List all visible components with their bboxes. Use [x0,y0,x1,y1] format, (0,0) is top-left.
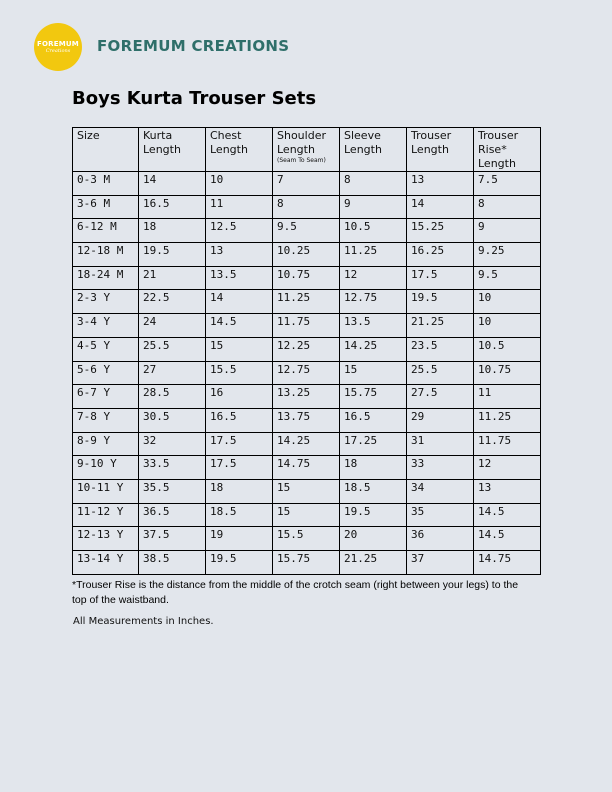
table-cell: 14.5 [474,527,541,551]
header-sleeve-length: Sleeve Length [340,128,407,172]
table-cell: 13 [407,172,474,196]
table-cell: 6-12 M [73,219,139,243]
table-cell: 34 [407,479,474,503]
table-cell: 38.5 [139,551,206,575]
table-cell: 35.5 [139,479,206,503]
table-cell: 15 [206,337,273,361]
table-cell: 9.25 [474,243,541,267]
table-cell: 10 [474,290,541,314]
brand-logo [34,23,82,71]
table-cell: 19.5 [139,243,206,267]
size-chart-table [72,127,541,575]
table-cell: 14.75 [474,551,541,575]
header-kurta-length: Kurta Length [139,128,206,172]
table-cell: 27.5 [407,385,474,409]
table-cell: 13.75 [273,408,340,432]
table-cell: 9.5 [474,266,541,290]
table-cell: 17.25 [340,432,407,456]
logo-text: FOREMUM [37,40,79,48]
table-cell: 14.25 [340,337,407,361]
table-cell: 10.75 [474,361,541,385]
table-cell: 16 [206,385,273,409]
table-cell: 9 [340,195,407,219]
table-cell: 11.25 [474,408,541,432]
table-cell: 17.5 [407,266,474,290]
table-cell: 13.5 [206,266,273,290]
table-cell: 15.25 [407,219,474,243]
table-cell: 3-6 M [73,195,139,219]
table-row [73,503,541,527]
table-cell: 28.5 [139,385,206,409]
table-cell: 14 [139,172,206,196]
table-cell: 18-24 M [73,266,139,290]
table-cell: 37.5 [139,527,206,551]
table-cell: 21.25 [340,551,407,575]
table-row [73,219,541,243]
table-cell: 11 [474,385,541,409]
table-cell: 10.5 [474,337,541,361]
header-shoulder-subnote: (Seam To Seam) [277,157,326,164]
header-shoulder-label: Shoulder Length [277,129,326,156]
table-cell: 33.5 [139,456,206,480]
table-cell: 31 [407,432,474,456]
table-cell: 9.5 [273,219,340,243]
table-cell: 12.25 [273,337,340,361]
table-cell: 21.25 [407,314,474,338]
table-cell: 37 [407,551,474,575]
table-cell: 7 [273,172,340,196]
table-body [73,172,541,575]
table-cell: 14.25 [273,432,340,456]
table-header-row [73,128,541,172]
table-cell: 11-12 Y [73,503,139,527]
table-cell: 14.5 [206,314,273,338]
table-cell: 15.5 [273,527,340,551]
table-cell: 22.5 [139,290,206,314]
table-cell: 19 [206,527,273,551]
table-cell: 14.5 [474,503,541,527]
table-cell: 11.75 [273,314,340,338]
table-row [73,527,541,551]
table-cell: 20 [340,527,407,551]
table-cell: 18.5 [206,503,273,527]
table-cell: 35 [407,503,474,527]
table-cell: 13-14 Y [73,551,139,575]
table-cell: 19.5 [340,503,407,527]
table-cell: 12.75 [273,361,340,385]
table-cell: 23.5 [407,337,474,361]
table-row [73,337,541,361]
table-cell: 33 [407,456,474,480]
table-cell: 32 [139,432,206,456]
table-cell: 8 [273,195,340,219]
table-row [73,243,541,267]
table-cell: 13 [474,479,541,503]
table-cell: 15.75 [273,551,340,575]
table-cell: 11.25 [340,243,407,267]
table-cell: 11 [206,195,273,219]
table-cell: 16.25 [407,243,474,267]
table-cell: 29 [407,408,474,432]
header-chest-length: Chest Length [206,128,273,172]
table-cell: 14 [206,290,273,314]
table-cell: 14 [407,195,474,219]
table-row [73,385,541,409]
table-cell: 12-18 M [73,243,139,267]
brand-name: FOREMUM CREATIONS [97,37,290,55]
table-cell: 18 [340,456,407,480]
table-cell: 7.5 [474,172,541,196]
table-cell: 10 [206,172,273,196]
table-cell: 18 [206,479,273,503]
table-cell: 10-11 Y [73,479,139,503]
table-cell: 8 [474,195,541,219]
header-shoulder-length [273,128,340,172]
table-cell: 15.75 [340,385,407,409]
table-cell: 18 [139,219,206,243]
table-cell: 30.5 [139,408,206,432]
table-cell: 10.25 [273,243,340,267]
table-cell: 12 [474,456,541,480]
header-trouser-rise-length: Trouser Rise* Length [474,128,541,172]
table-row [73,456,541,480]
table-row [73,479,541,503]
table-cell: 21 [139,266,206,290]
table-cell: 9 [474,219,541,243]
table-cell: 25.5 [139,337,206,361]
table-cell: 17.5 [206,456,273,480]
table-cell: 16.5 [139,195,206,219]
table-cell: 12 [340,266,407,290]
table-cell: 3-4 Y [73,314,139,338]
table-cell: 10 [474,314,541,338]
table-cell: 10.75 [273,266,340,290]
table-cell: 8-9 Y [73,432,139,456]
table-cell: 27 [139,361,206,385]
table-cell: 16.5 [340,408,407,432]
table-cell: 8 [340,172,407,196]
table-row [73,551,541,575]
table-cell: 15 [273,479,340,503]
units-note: All Measurements in Inches. [73,616,214,627]
table-cell: 15 [273,503,340,527]
table-cell: 7-8 Y [73,408,139,432]
table-cell: 12.5 [206,219,273,243]
table-cell: 11.75 [474,432,541,456]
table-cell: 9-10 Y [73,456,139,480]
table-cell: 16.5 [206,408,273,432]
table-cell: 15 [340,361,407,385]
table-cell: 12-13 Y [73,527,139,551]
trouser-rise-footnote: *Trouser Rise is the distance from the middle of the crotch seam (right between your legs) to the top of the waistband. [72,579,519,606]
table-row [73,266,541,290]
table-row [73,432,541,456]
table-cell: 2-3 Y [73,290,139,314]
table-cell: 18.5 [340,479,407,503]
header-trouser-length: Trouser Length [407,128,474,172]
table-cell: 25.5 [407,361,474,385]
table-row [73,314,541,338]
table-cell: 19.5 [407,290,474,314]
table-cell: 10.5 [340,219,407,243]
table-row [73,290,541,314]
table-cell: 6-7 Y [73,385,139,409]
page-title: Boys Kurta Trouser Sets [72,88,317,109]
table-cell: 24 [139,314,206,338]
table-row [73,172,541,196]
table-row [73,408,541,432]
table-cell: 13.25 [273,385,340,409]
table-row [73,361,541,385]
table-cell: 13.5 [340,314,407,338]
table-cell: 36.5 [139,503,206,527]
table-row [73,195,541,219]
table-cell: 36 [407,527,474,551]
table-cell: 15.5 [206,361,273,385]
table-cell: 0-3 M [73,172,139,196]
table-cell: 12.75 [340,290,407,314]
table-cell: 17.5 [206,432,273,456]
table-cell: 13 [206,243,273,267]
table-cell: 4-5 Y [73,337,139,361]
table-cell: 19.5 [206,551,273,575]
table-cell: 14.75 [273,456,340,480]
table-cell: 11.25 [273,290,340,314]
table-cell: 5-6 Y [73,361,139,385]
logo-subtext: Creations [45,48,71,54]
header-size: Size [73,128,139,172]
